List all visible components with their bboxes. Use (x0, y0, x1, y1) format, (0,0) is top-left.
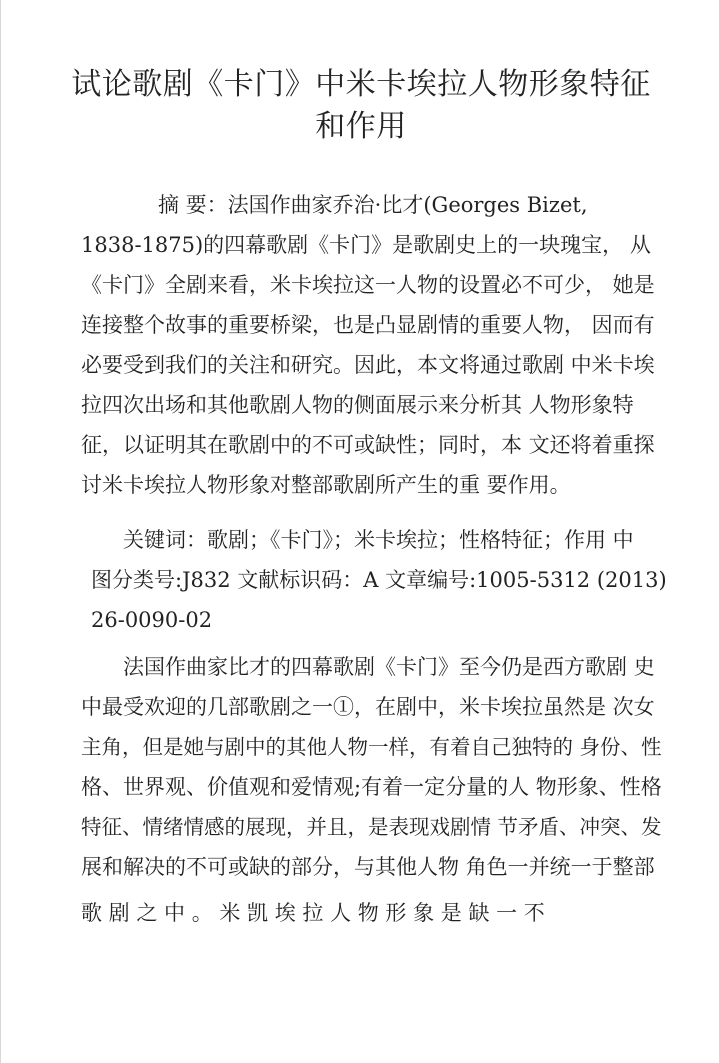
body-line: 主角，但是她与剧中的其他人物一样，有着自己独特的 身份、性 (81, 735, 662, 759)
abstract-line: 必要受到我们的关注和研究。因此，本文将通过歌剧 中米卡埃 (81, 353, 655, 377)
body-line: 展和解决的不可或缺的部分，与其他人物 角色一并统一于整部 (81, 855, 655, 879)
abstract-line: 1838-1875)的四幕歌剧《卡门》是歌剧史上的一块瑰宝， 从 (81, 233, 651, 257)
body-line: 法国作曲家比才的四幕歌剧《卡门》至今仍是西方歌剧 史 (123, 655, 655, 679)
classification-line: 26-0090-02 (91, 608, 213, 632)
abstract-line: 讨米卡埃拉人物形象对整部歌剧所产生的重 要作用。 (81, 473, 571, 497)
document-title-line-1: 试论歌剧《卡门》中米卡埃拉人物形象特征 (71, 67, 651, 102)
document-title-line-2: 和作用 (315, 109, 407, 144)
abstract-line: 摘 要：法国作曲家乔治·比才(Georges Bizet, (158, 193, 588, 217)
body-line: 特征、情绪情感的展现，并且，是表现戏剧情 节矛盾、冲突、发 (81, 815, 662, 839)
body-line: 中最受欢迎的几部歌剧之一①，在剧中，米卡埃拉虽然是 次女 (81, 695, 655, 719)
abstract-line: 拉四次出场和其他歌剧人物的侧面展示来分析其 人物形象特 (81, 393, 634, 417)
abstract-line: 连接整个故事的重要桥梁，也是凸显剧情的重要人物， 因而有 (81, 313, 655, 337)
body-line: 格、世界观、价值观和爱情观;有着一定分量的人 物形象、性格 (81, 775, 662, 799)
keywords-line: 关键词：歌剧；《卡门》；米卡埃拉；性格特征；作用 中 (123, 528, 634, 552)
abstract-line: 征，以证明其在歌剧中的不可或缺性；同时，本 文还将着重探 (81, 433, 655, 457)
body-line: 歌 剧 之 中 。 米 凯 埃 拉 人 物 形 象 是 缺 一 不 (81, 901, 545, 925)
abstract-line: 《卡门》全剧来看，米卡埃拉这一人物的设置必不可少， 她是 (81, 273, 655, 297)
classification-line: 图分类号:J832 文献标识码：A 文章编号:1005-5312 (2013) (91, 568, 667, 592)
